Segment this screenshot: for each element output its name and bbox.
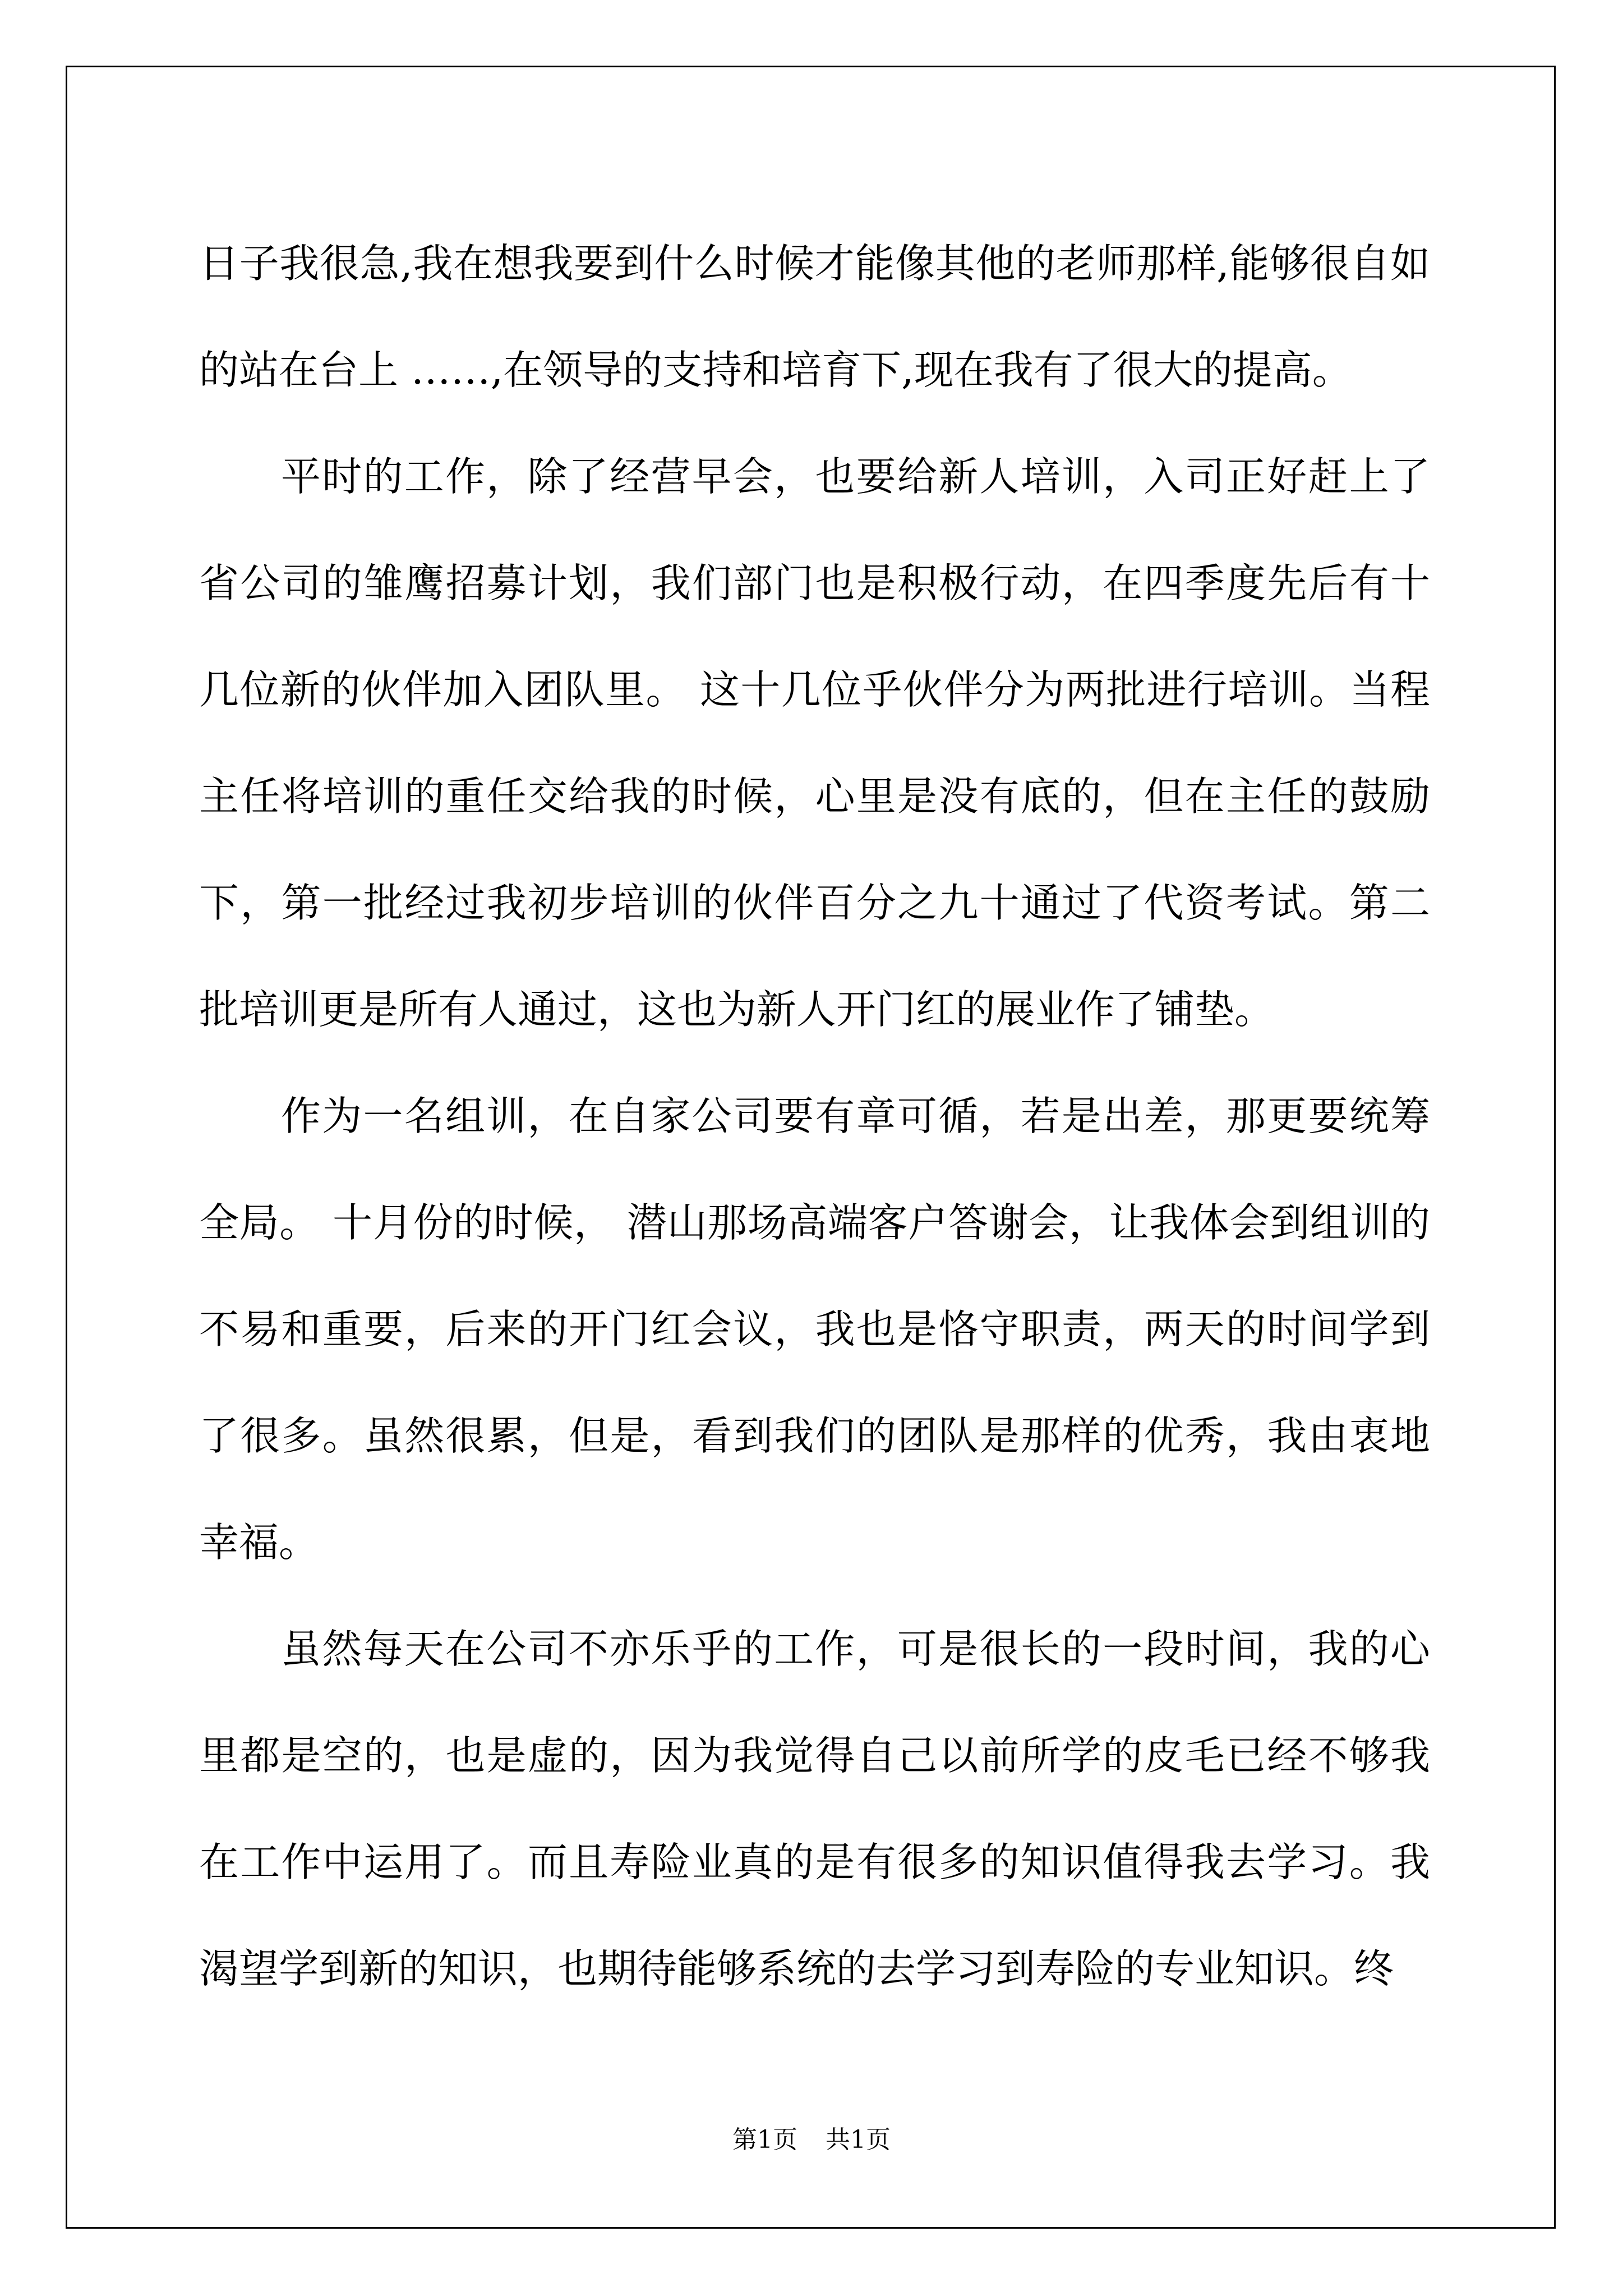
page-footer	[0, 2123, 1623, 2157]
page-total: 共1页	[826, 2125, 891, 2154]
page-number: 第1页	[732, 2125, 797, 2154]
document-body	[199, 210, 1430, 2022]
paragraph-1: 日子我很急,我在想我要到什么时候才能像其他的老师那样,能够很自如的站在台上 ……,在领导的支持和培育下,现在我有了很大的提高。	[199, 240, 1430, 393]
paragraph-2: 平时的工作，除了经营早会，也要给新人培训，入司正好赶上了省公司的雏鹰招募计划，我们部门也是积极行动，在四季度先后有十几位新的伙伴加入团队里。 这十几位乎伙伴分为两批进行培训。当程主任将培训的重任交给我的时候，心里是没有底的，但在主任的鼓励下，第一批经过我初步培训的伙伴百分之九十通过了代资考试。第二批培训更是所有人通过，这也为新人开门红的展业作了铺垫。	[199, 453, 1430, 1033]
paragraph-3: 作为一名组训，在自家公司要有章可循，若是出差，那更要统筹全局。 十月份的时候， 潜山那场高端客户答谢会，让我体会到组训的不易和重要，后来的开门红会议，我也是恪守职责，两天的时间学到了很多。虽然很累，但是，看到我们的团队是那样的优秀，我由衷地幸福。	[199, 1093, 1430, 1566]
paragraph-4: 虽然每天在公司不亦乐乎的工作，可是很长的一段时间，我的心里都是空的，也是虚的，因为我觉得自己以前所学的皮毛已经不够我在工作中运用了。而且寿险业真的是有很多的知识值得我去学习。我渴望学到新的知识，也期待能够系统的去学习到寿险的专业知识。终	[199, 1626, 1430, 1992]
